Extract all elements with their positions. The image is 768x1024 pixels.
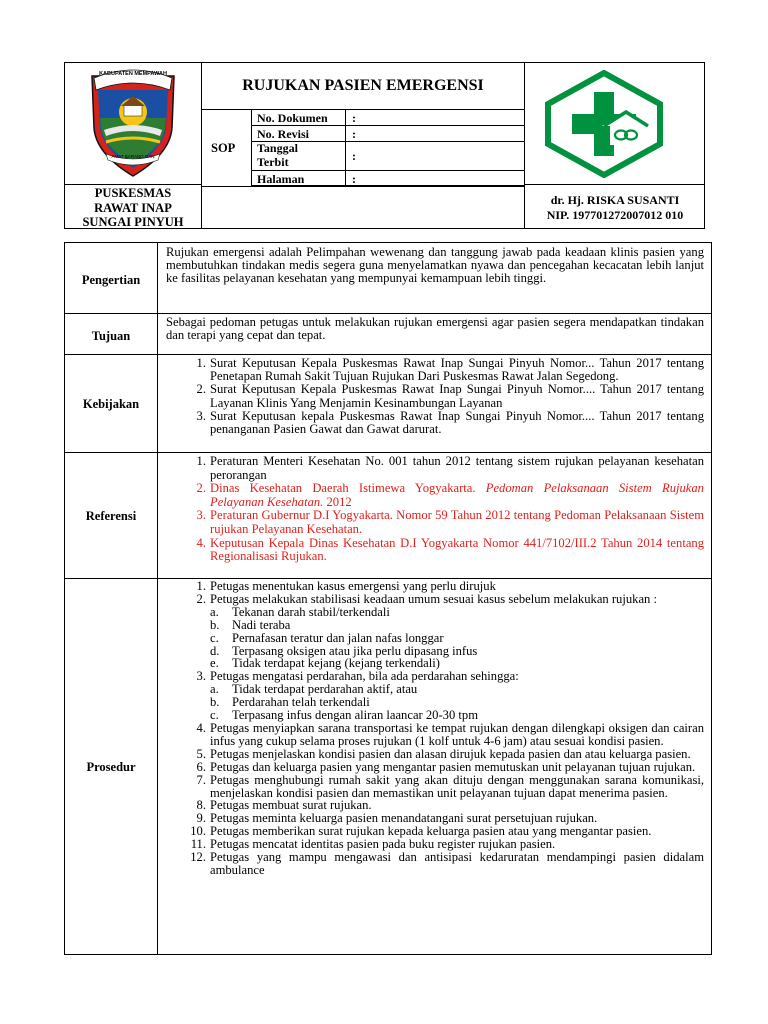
list-number: 4.	[196, 535, 206, 550]
list-number: 6.	[196, 759, 206, 774]
meta-divider	[251, 170, 525, 171]
list-item	[196, 669, 704, 723]
sub-text: Tekanan darah stabil/terkendali	[232, 604, 390, 619]
list-item-text: Petugas yang mampu mengawasi dan antisipasi kedaruratan mendampingi pasien didalam ambulance	[210, 850, 704, 877]
list-number: 8.	[196, 798, 206, 813]
sub-letter: b.	[210, 695, 220, 710]
row-divider	[64, 354, 712, 355]
sub-letter: a.	[210, 682, 219, 697]
list-number: 4.	[196, 720, 206, 735]
sub-letter: c.	[210, 708, 219, 723]
org-name	[66, 186, 200, 230]
list-item	[196, 382, 704, 410]
list-item-text: Petugas membuat surat rujukan.	[210, 798, 372, 813]
list-item-text: Surat Keputusan Kepala Puskesmas Rawat Inap Sungai Pinyuh Nomor... Tahun 2017 tentang Penetapan Rumah Sakit Tujuan Rujukan Dari Puskesmas Rawat Jalan Segedong.	[210, 356, 704, 384]
list-number: 3.	[196, 508, 206, 523]
list-item-text: Petugas mengatasi perdarahan, bila ada perdarahan sehingga:	[210, 669, 519, 684]
content-divider	[157, 242, 158, 955]
list-number: 1.	[196, 356, 206, 370]
list-number: 3.	[196, 669, 206, 684]
list-number: 7.	[196, 772, 206, 787]
meta-value: :	[352, 111, 356, 125]
list-number: 2.	[196, 591, 206, 606]
pengertian-text: Rujukan emergensi adalah Pelimpahan wewenang dan tanggung jawab pada keadaan klinis pasien yang membutuhkan tindakan medis segera guna menyelamatkan nyawa dan pencegahan kecacatan lebih lanjut ke fasilitas pelayanan kesehatan yang mempunyai kemampuan lebih tinggi.	[166, 245, 704, 286]
list-item-text: Surat Keputusan Kepala Puskesmas Rawat Inap Sungai Pinyuh Nomor.... Tahun 2017 tentang Layanan Klinis Yang Menjamin Kesinambungan Layanan	[210, 382, 704, 410]
puskesmas-logo	[544, 70, 664, 178]
list-number: 9.	[196, 811, 206, 826]
header-divider	[64, 184, 202, 185]
tujuan-text: Sebagai pedoman petugas untuk melakukan rujukan emergensi agar pasien segera mendapatkan tindakan dan terapi yang cepat dan tepat.	[166, 315, 704, 343]
sub-text: Pernafasan teratur dan jalan nafas longgar	[232, 630, 444, 645]
list-item	[196, 481, 704, 509]
list-item-text: Keputusan Kepala Dinas Kesehatan D.I Yogyakarta Nomor 441/7102/III.2 Tahun 2014 tentang Regionalisasi Rujukan.	[210, 535, 704, 564]
row-divider	[64, 452, 712, 453]
list-item-text: Dinas Kesehatan Daerah Istimewa Yogyakarta.	[210, 481, 486, 496]
org-line: SUNGAI PINYUH	[82, 215, 184, 229]
regency-emblem	[86, 68, 180, 180]
list-item	[196, 356, 704, 384]
list-item	[196, 772, 704, 800]
sub-text: Terpasang oksigen atau jika perlu dipasang infus	[232, 643, 478, 658]
list-item	[190, 850, 704, 877]
sub-letter: a.	[210, 604, 219, 619]
list-item-text: Petugas menentukan kasus emergensi yang perlu dirujuk	[210, 579, 496, 593]
list-item-text: Petugas menjelaskan kondisi pasien dan alasan dirujuk kepada pasien dan atau keluarga pasien.	[210, 746, 691, 761]
label-pengertian: Pengertian	[81, 273, 141, 287]
list-number: 2.	[196, 481, 206, 496]
sop-label: SOP	[211, 141, 236, 155]
list-number: 11.	[190, 837, 206, 852]
sub-letter: d.	[210, 643, 220, 658]
emblem-top-text: KABUPATEN MEMPAWAH	[99, 71, 167, 77]
header-divider	[201, 186, 525, 187]
list-item-text: Petugas meminta keluarga pasien menandatangani surat persetujuan rujukan.	[210, 811, 598, 826]
label-prosedur: Prosedur	[86, 760, 136, 774]
meta-value: :	[352, 149, 356, 163]
list-item-text-italic: Pedoman Pelaksanaan Sistem Rujukan Pelayanan Kesehatan.	[210, 481, 704, 509]
org-line: RAWAT INAP	[94, 200, 172, 215]
list-number: 10.	[190, 824, 206, 839]
label-tujuan: Tujuan	[91, 329, 131, 343]
meta-label-tanggal-terbit: Tanggal Terbit	[257, 141, 298, 169]
list-number: 12.	[190, 850, 206, 865]
list-item-text: Petugas dan keluarga pasien yang mengantar pasien memutuskan unit pelayanan tujuan rujukan.	[210, 759, 696, 774]
sub-text: Perdarahan telah terkendali	[232, 695, 370, 710]
list-item-text: 2012	[323, 494, 352, 509]
meta-label-no-revisi: No. Revisi	[257, 127, 309, 141]
referensi-list	[196, 454, 704, 564]
list-item-text: Petugas memberikan surat rujukan kepada keluarga pasien atau yang mengantar pasien.	[210, 824, 652, 839]
signer-name: dr. Hj. RISKA SUSANTI	[550, 193, 680, 207]
meta-label-no-dokumen: No. Dokumen	[257, 111, 328, 125]
meta-divider	[345, 109, 346, 186]
list-item-text: Surat Keputusan kepala Puskesmas Rawat Inap Sungai Pinyuh Nomor.... Tahun 2017 tentang penanganan Pasien Gawat dan Gawat darurat.	[210, 408, 704, 437]
sub-text: Tidak terdapat perdarahan aktif, atau	[232, 682, 418, 697]
list-item	[196, 720, 704, 748]
list-number: 2.	[196, 382, 206, 397]
list-item-text: Peraturan Gubernur D.I Yogyakarta. Nomor 59 Tahun 2012 tentang Pedoman Pelaksanaan Sistem rujukan Pelayanan Kesehatan.	[210, 508, 704, 536]
list-item	[196, 454, 704, 482]
signer-block	[526, 193, 704, 223]
list-item-text: Petugas mencatat identitas pasien pada buku register rujukan pasien.	[210, 837, 556, 852]
list-item-text: Peraturan Menteri Kesehatan No. 001 tahun 2012 tentang sistem rujukan pelayanan kesehatan perorangan	[210, 454, 704, 482]
prosedur-list	[190, 579, 704, 877]
list-item-text: Petugas melakukan stabilisasi keadaan umum sesuai kasus sebelum melakukan rujukan :	[210, 591, 657, 606]
sub-letter: b.	[210, 617, 220, 632]
list-item-text: Petugas menyiapkan sarana transportasi ke tempat rujukan dengan dilengkapi oksigen dan cairan infus yang cukup selama proses rujukan (1 kolf untuk 4-6 jam) atau sesuai kondisi pasien.	[210, 720, 704, 748]
sub-letter: e.	[210, 656, 219, 671]
sub-text: Tidak terdapat kejang (kejang terkendali)	[232, 656, 440, 671]
list-item	[196, 408, 704, 437]
sub-text: Terpasang infus dengan aliran laancar 20-30 tpm	[232, 708, 479, 723]
header-divider	[524, 184, 705, 185]
list-number: 1.	[196, 579, 206, 593]
label-referensi: Referensi	[85, 509, 137, 523]
org-line: PUSKESMAS	[94, 186, 172, 200]
row-divider	[64, 313, 712, 314]
list-item	[196, 591, 704, 671]
list-number: 5.	[196, 746, 206, 761]
signer-nip: NIP. 197701272007012 010	[546, 208, 684, 222]
list-item	[196, 535, 704, 564]
label-kebijakan: Kebijakan	[82, 397, 140, 411]
list-item-text: Petugas menghubungi rumah sakit yang akan dituju dengan menggunakan sarana komunikasi, menjelaskan kondisi pasien dan memastikan unit pelayanan tujuan dapat menerima pasien.	[210, 772, 704, 800]
sub-letter: c.	[210, 630, 219, 645]
kebijakan-list	[196, 356, 704, 437]
list-item	[196, 508, 704, 536]
page-title: RUJUKAN PASIEN EMERGENSI	[242, 77, 484, 94]
sub-text: Nadi teraba	[232, 617, 291, 632]
meta-label-halaman: Halaman	[257, 172, 305, 186]
list-number: 1.	[196, 454, 206, 468]
emblem-motto: AMAT BARANG DAN	[111, 154, 155, 159]
meta-value: :	[352, 127, 356, 141]
list-number: 3.	[196, 408, 206, 423]
meta-value: :	[352, 172, 356, 186]
